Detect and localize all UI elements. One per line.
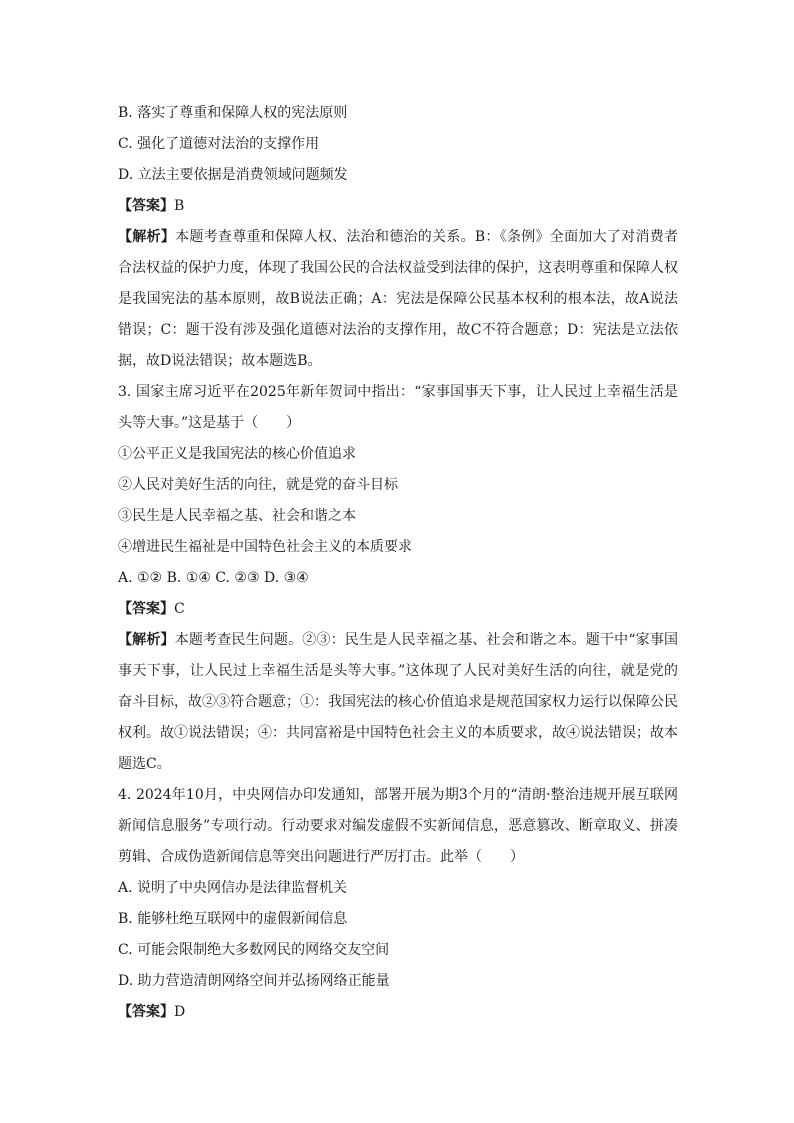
q4-option-d: D. 助力营造清朗网络空间并弘扬网络正能量 bbox=[118, 973, 390, 989]
q3-options: A. ①② B. ①④ C. ②③ D. ③④ bbox=[118, 570, 309, 586]
q3-answer bbox=[118, 594, 678, 625]
q3-answer-value: C bbox=[174, 601, 185, 617]
q2-answer-label: 【答案】 bbox=[118, 198, 174, 214]
q2-option-b: B. 落实了尊重和保障人权的宪法原则 bbox=[118, 105, 348, 121]
q4-answer bbox=[118, 997, 678, 1028]
q2-option-c: C. 强化了道德对法治的支撑作用 bbox=[118, 136, 320, 152]
q3-item-4: ④增进民生福祉是中国特色社会主义的本质要求 bbox=[118, 539, 412, 555]
q2-option-d: D. 立法主要依据是消费领域问题频发 bbox=[118, 167, 348, 183]
q3-analysis-text: 本题考查民生问题。②③：民生是人民幸福之基、社会和谐之本。题干中“家事国事天下事，让人民过上幸福生活是头等大事。”这体现了人民对美好生活的向往，就是党的奋斗目标，故②③符合题意；①：我国宪法的核心价值追求是规范国家权力运行以保障公民权利。故①说法错误；④：共同富裕是中国特色社会主义的本质要求，故④说法错误；故本题选C。 bbox=[118, 632, 679, 772]
q3-stem: 3. 国家主席习近平在2025年新年贺词中指出：“家事国事天下事，让人民过上幸福生活是头等大事。”这是基于（ ） bbox=[118, 384, 678, 431]
q4-option-c: C. 可能会限制绝大多数网民的网络交友空间 bbox=[118, 942, 390, 958]
q2-analysis-text: 本题考查尊重和保障人权、法治和德治的关系。B：《条例》全面加大了对消费者合法权益的保护力度，体现了我国公民的合法权益受到法律的保护，这表明尊重和保障人权是我国宪法的基本原则，故B说法正确；A：宪法是保障公民基本权利的根本法，故A说法错误；C：题干没有涉及强化道德对法治的支撑作用，故C不符合题意；D：宪法是立法依据，故D说法错误；故本题选B。 bbox=[118, 229, 679, 369]
q2-analysis bbox=[118, 222, 678, 377]
q3-analysis bbox=[118, 625, 678, 780]
q2-analysis-label: 【解析】 bbox=[118, 229, 176, 245]
q4-answer-value: D bbox=[174, 1004, 186, 1020]
q3-analysis-label: 【解析】 bbox=[118, 632, 175, 648]
q4-option-a: A. 说明了中央网信办是法律监督机关 bbox=[118, 880, 348, 896]
q3-item-1: ①公平正义是我国宪法的核心价值追求 bbox=[118, 446, 356, 462]
q3-item-3: ③民生是人民幸福之基、社会和谐之本 bbox=[118, 508, 356, 524]
q4-stem: 4. 2024年10月，中央网信办印发通知，部署开展为期3个月的“清朗·整治违规开展互联网新闻信息服务”专项行动。行动要求对编发虚假不实新闻信息，恶意篡改、断章取义、拼凑剪辑、合成伪造新闻信息等突出问题进行严厉打击。此举（ ） bbox=[118, 787, 678, 865]
q2-answer bbox=[118, 191, 678, 222]
q4-option-b: B. 能够杜绝互联网中的虚假新闻信息 bbox=[118, 911, 348, 927]
q4-answer-label: 【答案】 bbox=[118, 1004, 174, 1020]
q3-item-2: ②人民对美好生活的向往，就是党的奋斗目标 bbox=[118, 477, 398, 493]
q3-answer-label: 【答案】 bbox=[118, 601, 174, 617]
document-page bbox=[118, 98, 678, 1028]
q2-answer-value: B bbox=[174, 198, 185, 214]
